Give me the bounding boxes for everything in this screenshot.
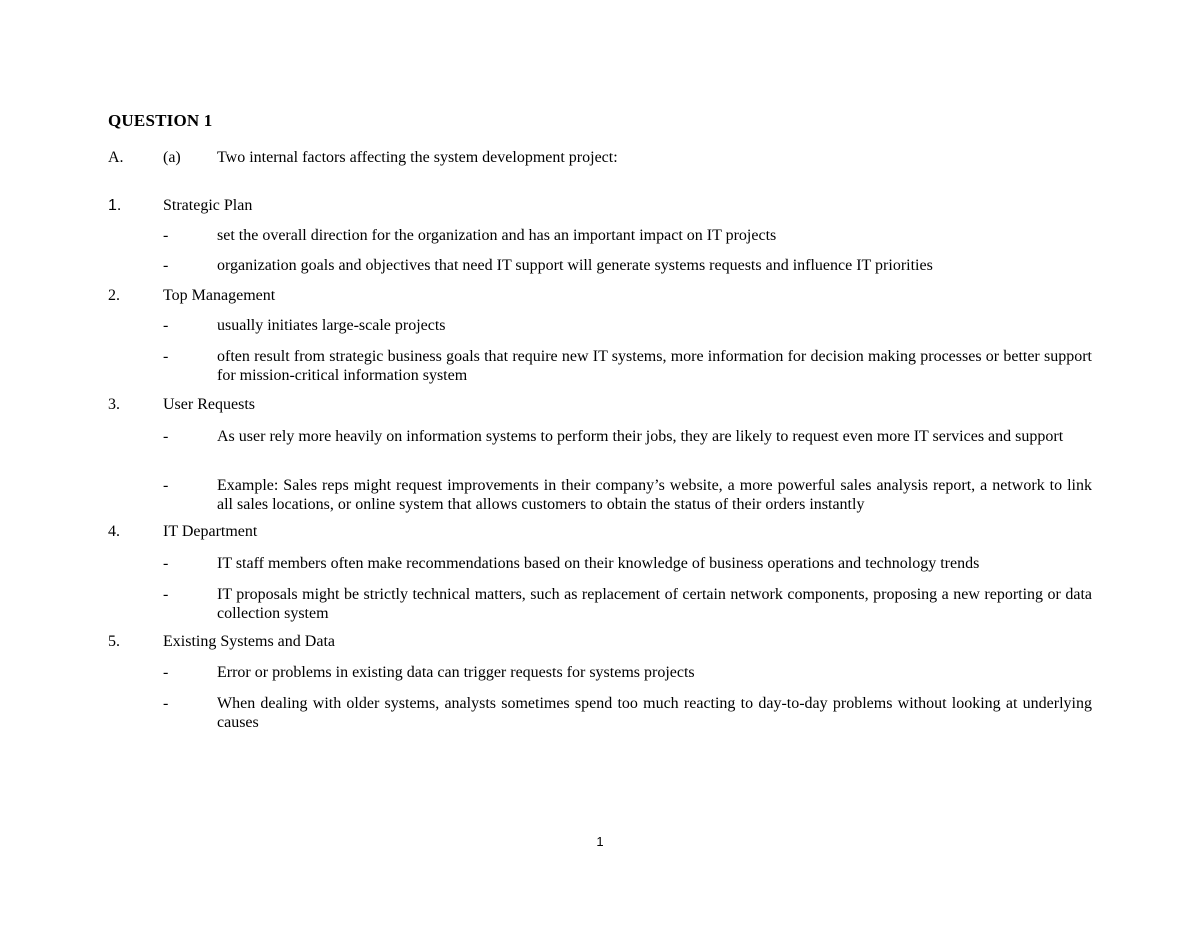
item-title: Strategic Plan bbox=[163, 197, 253, 214]
bullet-text: organization goals and objectives that need IT support will generate systems requests and influence IT priorities bbox=[217, 257, 933, 274]
part-prompt-text: Two internal factors affecting the system development project: bbox=[217, 149, 618, 166]
item-number: 5. bbox=[108, 633, 120, 650]
bullet-text: When dealing with older systems, analysts sometimes spend too much reacting to day-to-day problems without looking at underlying causes bbox=[217, 695, 1092, 731]
bullet-dash: - bbox=[163, 664, 169, 681]
bullet-text: Error or problems in existing data can trigger requests for systems projects bbox=[217, 664, 695, 681]
page-number: 1 bbox=[596, 834, 604, 849]
item-title: User Requests bbox=[163, 396, 255, 413]
bullet-dash: - bbox=[163, 257, 169, 274]
bullet-dash: - bbox=[163, 227, 169, 244]
item-number: 1. bbox=[108, 197, 122, 214]
bullet-text: set the overall direction for the organization and has an important impact on IT projects bbox=[217, 227, 777, 244]
item-number: 4. bbox=[108, 523, 120, 540]
item-title: Top Management bbox=[163, 287, 276, 304]
bullet-text: usually initiates large-scale projects bbox=[217, 317, 446, 334]
bullet-text: IT staff members often make recommendations based on their knowledge of business operations and technology trends bbox=[217, 555, 980, 572]
bullet-text: often result from strategic business goals that require new IT systems, more information for decision making processes or better support for mission-critical information system bbox=[217, 348, 1092, 384]
bullet-text: As user rely more heavily on information systems to perform their jobs, they are likely to request even more IT services and support bbox=[217, 428, 1064, 445]
bullet-dash: - bbox=[163, 477, 169, 494]
bullet-text: Example: Sales reps might request improvements in their company’s website, a more powerful sales analysis report, a network to link all sales locations, or online system that allows customers to obtain the status of their orders instantly bbox=[217, 477, 1092, 513]
item-number: 2. bbox=[108, 287, 120, 304]
bullet-text: IT proposals might be strictly technical matters, such as replacement of certain network components, proposing a new reporting or data collection system bbox=[217, 586, 1092, 622]
question-heading: QUESTION 1 bbox=[108, 111, 213, 130]
bullet-dash: - bbox=[163, 586, 169, 603]
bullet-dash: - bbox=[163, 695, 169, 712]
item-title: IT Department bbox=[163, 523, 258, 540]
item-title: Existing Systems and Data bbox=[163, 633, 335, 650]
item-number: 3. bbox=[108, 396, 120, 413]
bullet-dash: - bbox=[163, 428, 169, 445]
part-sub-label: (a) bbox=[163, 149, 181, 166]
bullet-dash: - bbox=[163, 317, 169, 334]
part-letter: A. bbox=[108, 149, 124, 166]
bullet-dash: - bbox=[163, 555, 169, 572]
bullet-dash: - bbox=[163, 348, 169, 365]
